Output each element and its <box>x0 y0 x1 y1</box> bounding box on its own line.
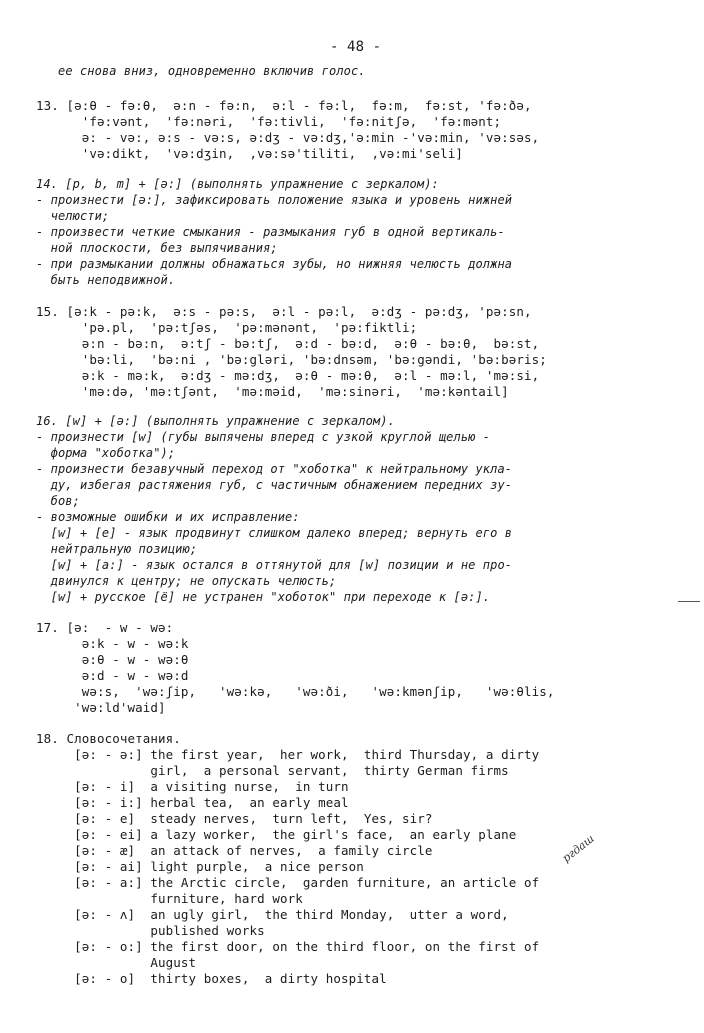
exercise-17-line: ə:k - w - wə:k <box>36 636 189 651</box>
exercise-14-line: - произнести [ə:], зафиксировать положение языка и уровень нижней <box>36 193 513 207</box>
exercise-16-line: [w] + [a:] - язык остался в оттянутой для [w] позиции и не про- <box>36 558 513 572</box>
exercise-16-line: [w] + русское [ё] не устранен "хоботок" при переходе к [ə:]. <box>36 590 491 604</box>
word-combination-line: [ə: - o:] the first door, on the third floor, on the first of <box>36 939 540 954</box>
exercise-16-line: двинулся к центру; не опускать челюсть; <box>36 574 337 588</box>
exercise-13-line: 'fə:vənt, 'fə:nəri, 'fə:tivli, 'fə:nitʃə, 'fə:mənt; <box>36 114 502 129</box>
exercise-13-line: 13. [ə:θ - fə:θ, ə:n - fə:n, ə:l - fə:l, fə:m, fə:st, 'fə:ðə, <box>36 98 532 113</box>
exercise-15-line: 'pə.pl, 'pə:tʃəs, 'pə:mənənt, 'pə:fiktli; <box>36 320 418 335</box>
exercise-15-line: 15. [ə:k - pə:k, ə:s - pə:s, ə:l - pə:l, ə:dʒ - pə:dʒ, 'pə:sn, <box>36 304 532 319</box>
word-combination-line: published works <box>36 923 265 938</box>
exercise-14-line: - при размыкании должны обнажаться зубы, но нижняя челюсть должна <box>36 257 513 271</box>
word-combination-line: [ə: - i:] herbal tea, an early meal <box>36 795 349 810</box>
word-combination-line: [ə: - o] thirty boxes, a dirty hospital <box>36 971 387 986</box>
word-combination-line: [ə: - ə:] the first year, her work, third Thursday, a dirty <box>36 747 540 762</box>
exercise-14-line: быть неподвижной. <box>36 273 176 287</box>
exercise-16-line: [w] + [e] - язык продвинут слишком далеко вперед; вернуть его в <box>36 526 513 540</box>
exercise-16-line: - произнести безавучный переход от "хоботка" к нейтральному укла- <box>36 462 513 476</box>
exercise-16-line: 16. [w] + [ə:] (выполнять упражнение с зеркалом). <box>36 414 395 428</box>
exercise-13-line: 'və:dikt, 'və:dʒin, ,və:sə'tiliti, ,və:mi'seli] <box>36 146 464 161</box>
word-combination-line: furniture, hard work <box>36 891 303 906</box>
exercise-16-line: - произнести [w] (губы выпячены вперед с узкой круглой щелью - <box>36 430 491 444</box>
exercise-14-line: челюсти; <box>36 209 110 223</box>
exercise-15-line: 'mə:də, 'mə:tʃənt, 'mə:məid, 'mə:sinəri, 'mə:kəntail] <box>36 384 509 399</box>
word-combination-line: August <box>36 955 197 970</box>
exercise-15-line: 'bə:li, 'bə:ni , 'bə:gləri, 'bə:dnsəm, 'bə:gəndi, 'bə:bəris; <box>36 352 547 367</box>
margin-dash-mark <box>678 601 700 602</box>
exercise-17-line: 'wə:ld'waid] <box>36 700 166 715</box>
word-combination-line: [ə: - æ] an attack of nerves, a family circle <box>36 843 433 858</box>
exercise-16-line: ду, избегая растяжения губ, с частичным обнажением передних зу- <box>36 478 513 492</box>
exercise-18-title: 18. Словосочетания. <box>36 731 181 746</box>
exercise-16-line: форма "хоботка"); <box>36 446 176 460</box>
exercise-17-line: wə:s, 'wə:ʃip, 'wə:kə, 'wə:ði, 'wə:kmənʃip, 'wə:θlis, <box>36 684 555 699</box>
word-combination-line: [ə: - i] a visiting nurse, in turn <box>36 779 349 794</box>
exercise-16-line: нейтральную позицию; <box>36 542 198 556</box>
exercise-15-line: ə:n - bə:n, ə:tʃ - bə:tʃ, ə:d - bə:d, ə:θ - bə:θ, bə:st, <box>36 336 540 351</box>
page-number: - 48 - <box>330 39 382 55</box>
exercise-15-line: ə:k - mə:k, ə:dʒ - mə:dʒ, ə:θ - mə:θ, ə:l - mə:l, 'mə:si, <box>36 368 540 383</box>
exercise-17-line: ə:d - w - wə:d <box>36 668 189 683</box>
text-line: ее снова вниз, одновременно включив голос. <box>58 64 366 78</box>
exercise-16-line: - возможные ошибки и их исправление: <box>36 510 300 524</box>
word-combination-line: [ə: - ʌ] an ugly girl, the third Monday, utter a word, <box>36 907 509 922</box>
word-combination-line: [ə: - ai] light purple, a nice person <box>36 859 364 874</box>
exercise-17-line: ə:θ - w - wə:θ <box>36 652 189 667</box>
exercise-17-line: 17. [ə: - w - wə: <box>36 620 174 635</box>
handwritten-margin-note: ргдаш <box>559 832 597 865</box>
word-combination-line: [ə: - a:] the Arctic circle, garden furniture, an article of <box>36 875 540 890</box>
exercise-14-line: 14. [p, b, m] + [ə:] (выполнять упражнение с зеркалом): <box>36 177 439 191</box>
exercise-14-line: ной плоскости, без выпячивания; <box>36 241 278 255</box>
word-combination-line: [ə: - ei] a lazy worker, the girl's face, an early plane <box>36 827 517 842</box>
exercise-14-line: - произвести четкие смыкания - размыкания губ в одной вертикаль- <box>36 225 505 239</box>
word-combination-line: [ə: - e] steady nerves, turn left, Yes, sir? <box>36 811 433 826</box>
exercise-13-line: ə: - və:, ə:s - və:s, ə:dʒ - və:dʒ,'ə:min -'və:min, 'və:səs, <box>36 130 540 145</box>
word-combination-line: girl, a personal servant, thirty German firms <box>36 763 509 778</box>
exercise-16-line: бов; <box>36 494 80 508</box>
